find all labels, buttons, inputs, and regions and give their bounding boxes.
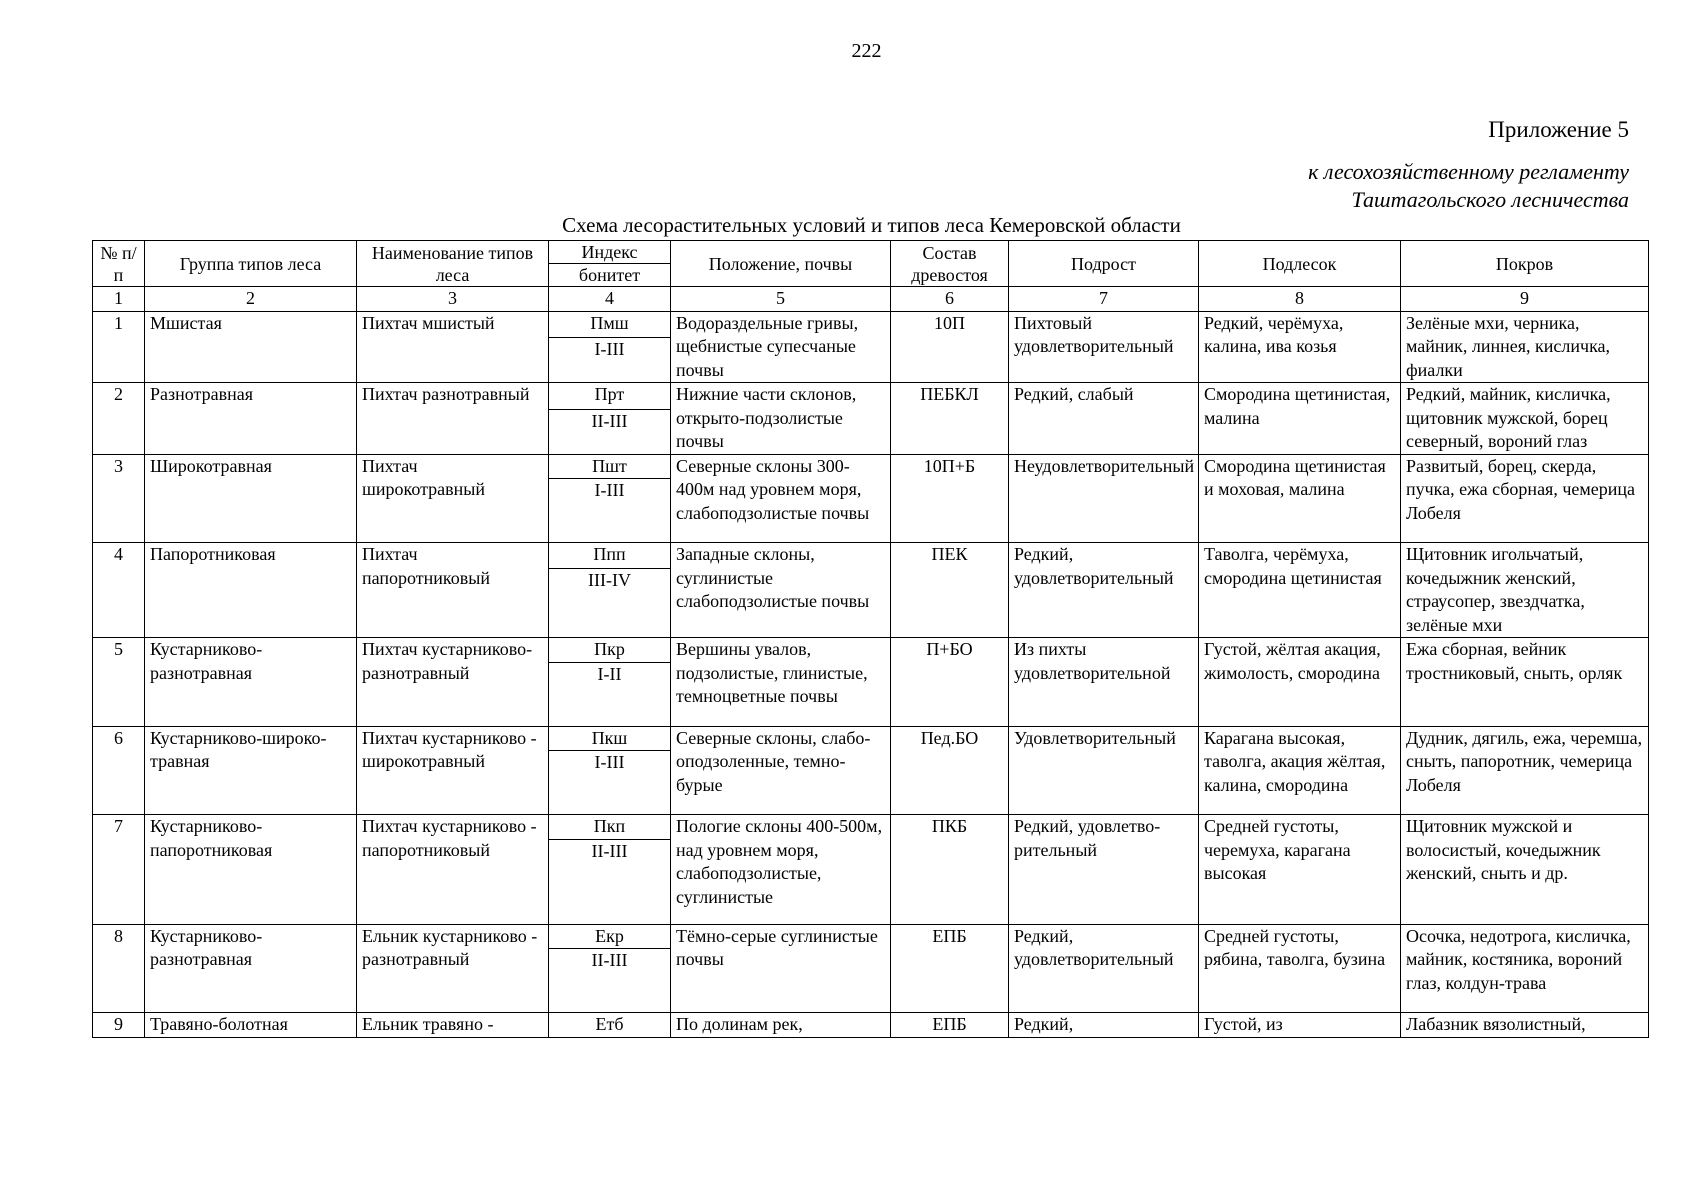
- forest-group: Папоротниковая: [145, 543, 357, 638]
- stand-composition: ПЕК: [891, 543, 1009, 638]
- underbrush: Редкий, черёмуха, калина, ива козья: [1199, 311, 1401, 383]
- bonitet-class: I-III: [549, 338, 671, 383]
- bonitet-class: I-II: [549, 662, 671, 726]
- header-name: Наименование типов леса: [357, 241, 549, 287]
- stand-composition: ПКБ: [891, 815, 1009, 925]
- forest-index: Прт: [549, 383, 671, 410]
- column-number: 5: [671, 287, 891, 312]
- ground-cover: Осочка, недотрога, кисличка, майник, костяника, вороний глаз, колдун-трава: [1401, 924, 1649, 1013]
- column-number: 8: [1199, 287, 1401, 312]
- forest-index: Екр: [549, 924, 671, 949]
- underbrush: Карагана высокая, таволга, акация жёлтая, калина, смородина: [1199, 726, 1401, 815]
- bonitet-class: II-III: [549, 839, 671, 924]
- stand-composition: Пед.БО: [891, 726, 1009, 815]
- undergrowth: Редкий, удовлетво-рительный: [1009, 815, 1199, 925]
- forest-index: Пкр: [549, 638, 671, 663]
- row-number: 6: [93, 726, 145, 815]
- position-soils: Северные склоны, слабо-оподзоленные, темно-бурые: [671, 726, 891, 815]
- position-soils: Пологие склоны 400-500м, над уровнем моря, слабоподзолистые, суглинистые: [671, 815, 891, 925]
- underbrush: Средней густоты, рябина, таволга, бузина: [1199, 924, 1401, 1013]
- undergrowth: Неудовлетворительный: [1009, 454, 1199, 543]
- row-number: 5: [93, 638, 145, 727]
- underbrush: Густой, жёлтая акация, жимолость, смородина: [1199, 638, 1401, 727]
- forest-type-name: Пихтач кустарниково-разнотравный: [357, 638, 549, 727]
- header-cover: Покров: [1401, 241, 1649, 287]
- table-row: [93, 543, 1649, 569]
- row-number: 4: [93, 543, 145, 638]
- position-soils: Северные склоны 300-400м над уровнем моря, слабоподзолистые почвы: [671, 454, 891, 543]
- forest-index: Етб: [549, 1013, 671, 1038]
- position-soils: Тёмно-серые суглинистые почвы: [671, 924, 891, 1013]
- row-number: 9: [93, 1013, 145, 1038]
- page-number: 222: [851, 40, 882, 62]
- header-underbrush: Подлесок: [1199, 241, 1401, 287]
- undergrowth: Редкий, удовлетворительный: [1009, 543, 1199, 638]
- appendix-title: Приложение 5: [1488, 117, 1629, 142]
- stand-composition: ПЕБКЛ: [891, 383, 1009, 455]
- table-row: [93, 638, 1649, 663]
- forest-type-name: Пихтач широкотравный: [357, 454, 549, 543]
- header-undergrowth: Подрост: [1009, 241, 1199, 287]
- forest-type-name: Ельник травяно -: [357, 1013, 549, 1038]
- forest-group: Широкотравная: [145, 454, 357, 543]
- undergrowth: Редкий, удовлетворительный: [1009, 924, 1199, 1013]
- underbrush: Смородина щетинистая и моховая, малина: [1199, 454, 1401, 543]
- forest-index: Пкш: [549, 726, 671, 751]
- forest-index: Пмш: [549, 311, 671, 338]
- table-row: [93, 924, 1649, 949]
- column-number: 6: [891, 287, 1009, 312]
- table-row: [93, 815, 1649, 840]
- row-number: 1: [93, 311, 145, 383]
- header-composition: Состав древостоя: [891, 241, 1009, 287]
- forest-group: Травяно-болотная: [145, 1013, 357, 1038]
- bonitet-class: I-III: [549, 479, 671, 543]
- forest-group: Кустарниково-широко-травная: [145, 726, 357, 815]
- appendix-subtitle-line1: к лесохозяйственному регламенту: [1308, 159, 1629, 184]
- stand-composition: 10П: [891, 311, 1009, 383]
- position-soils: Вершины увалов, подзолистые, глинистые, темноцветные почвы: [671, 638, 891, 727]
- forest-group: Кустарниково-разнотравная: [145, 924, 357, 1013]
- forest-type-name: Пихтач разнотравный: [357, 383, 549, 455]
- table-row: [93, 1013, 1649, 1038]
- undergrowth: Удовлетворительный: [1009, 726, 1199, 815]
- header-group: Группа типов леса: [145, 241, 357, 287]
- ground-cover: Развитый, борец, скерда, пучка, ежа сборная, чемерица Лобеля: [1401, 454, 1649, 543]
- forest-index: Пкп: [549, 815, 671, 840]
- bonitet-class: I-III: [549, 751, 671, 815]
- column-number: 2: [145, 287, 357, 312]
- column-number: 1: [93, 287, 145, 312]
- table-caption: Схема лесорастительных условий и типов леса Кемеровской области: [562, 213, 1181, 237]
- column-number: 4: [549, 287, 671, 312]
- stand-composition: П+БО: [891, 638, 1009, 727]
- position-soils: Западные склоны, суглинистые слабоподзолистые почвы: [671, 543, 891, 638]
- column-number: 9: [1401, 287, 1649, 312]
- appendix-subtitle-line2: Таштагольского лесничества: [1351, 187, 1629, 212]
- row-number: 8: [93, 924, 145, 1013]
- position-soils: Водораздельные гривы, щебнистые супесчаные почвы: [671, 311, 891, 383]
- column-number: 7: [1009, 287, 1199, 312]
- stand-composition: ЕПБ: [891, 1013, 1009, 1038]
- forest-type-name: Ельник кустарниково - разнотравный: [357, 924, 549, 1013]
- bonitet-class: III-IV: [549, 569, 671, 638]
- undergrowth: Из пихты удовлетворительной: [1009, 638, 1199, 727]
- undergrowth: Пихтовый удовлетворительный: [1009, 311, 1199, 383]
- underbrush: Густой, из: [1199, 1013, 1401, 1038]
- column-numbers-row: [93, 287, 1649, 312]
- forest-index: Пшт: [549, 454, 671, 479]
- underbrush: Смородина щетинистая, малина: [1199, 383, 1401, 455]
- ground-cover: Редкий, майник, кисличка, щитовник мужской, борец северный, вороний глаз: [1401, 383, 1649, 455]
- stand-composition: 10П+Б: [891, 454, 1009, 543]
- forest-type-name: Пихтач кустарниково - папоротниковый: [357, 815, 549, 925]
- ground-cover: Щитовник мужской и волосистый, кочедыжник женский, сныть и др.: [1401, 815, 1649, 925]
- table-row: [93, 726, 1649, 751]
- header-row: [93, 241, 1649, 264]
- header-position: Положение, почвы: [671, 241, 891, 287]
- underbrush: Таволга, черёмуха, смородина щетинистая: [1199, 543, 1401, 638]
- position-soils: По долинам рек,: [671, 1013, 891, 1038]
- ground-cover: Дудник, дягиль, ежа, черемша, сныть, папоротник, чемерица Лобеля: [1401, 726, 1649, 815]
- bonitet-class: II-III: [549, 949, 671, 1013]
- forest-type-name: Пихтач мшистый: [357, 311, 549, 383]
- table-row: [93, 311, 1649, 338]
- column-number: 3: [357, 287, 549, 312]
- header-bonitet: бонитет: [549, 264, 671, 287]
- appendix-subtitle: [1308, 158, 1629, 214]
- ground-cover: Щитовник игольчатый, кочедыжник женский, страусопер, звездчатка, зелёные мхи: [1401, 543, 1649, 638]
- row-number: 3: [93, 454, 145, 543]
- forest-group: Кустарниково-папоротниковая: [145, 815, 357, 925]
- forest-type-name: Пихтач папоротниковый: [357, 543, 549, 638]
- forest-group: Разнотравная: [145, 383, 357, 455]
- stand-composition: ЕПБ: [891, 924, 1009, 1013]
- forest-type-name: Пихтач кустарниково - широкотравный: [357, 726, 549, 815]
- row-number: 2: [93, 383, 145, 455]
- row-number: 7: [93, 815, 145, 925]
- forest-index: Ппп: [549, 543, 671, 569]
- table-row: [93, 383, 1649, 410]
- forest-group: Мшистая: [145, 311, 357, 383]
- position-soils: Нижние части склонов, открыто-подзолистые почвы: [671, 383, 891, 455]
- bonitet-class: II-III: [549, 409, 671, 454]
- ground-cover: Зелёные мхи, черника, майник, линнея, кисличка, фиалки: [1401, 311, 1649, 383]
- forest-group: Кустарниково-разнотравная: [145, 638, 357, 727]
- table-row: [93, 454, 1649, 479]
- undergrowth: Редкий, слабый: [1009, 383, 1199, 455]
- forest-types-table: [92, 240, 1649, 1038]
- ground-cover: Ежа сборная, вейник тростниковый, сныть, орляк: [1401, 638, 1649, 727]
- undergrowth: Редкий,: [1009, 1013, 1199, 1038]
- underbrush: Средней густоты, черемуха, карагана высокая: [1199, 815, 1401, 925]
- ground-cover: Лабазник вязолистный,: [1401, 1013, 1649, 1038]
- header-index: Индекс: [549, 241, 671, 264]
- header-num: № п/п: [93, 241, 145, 287]
- table-body: [93, 311, 1649, 1037]
